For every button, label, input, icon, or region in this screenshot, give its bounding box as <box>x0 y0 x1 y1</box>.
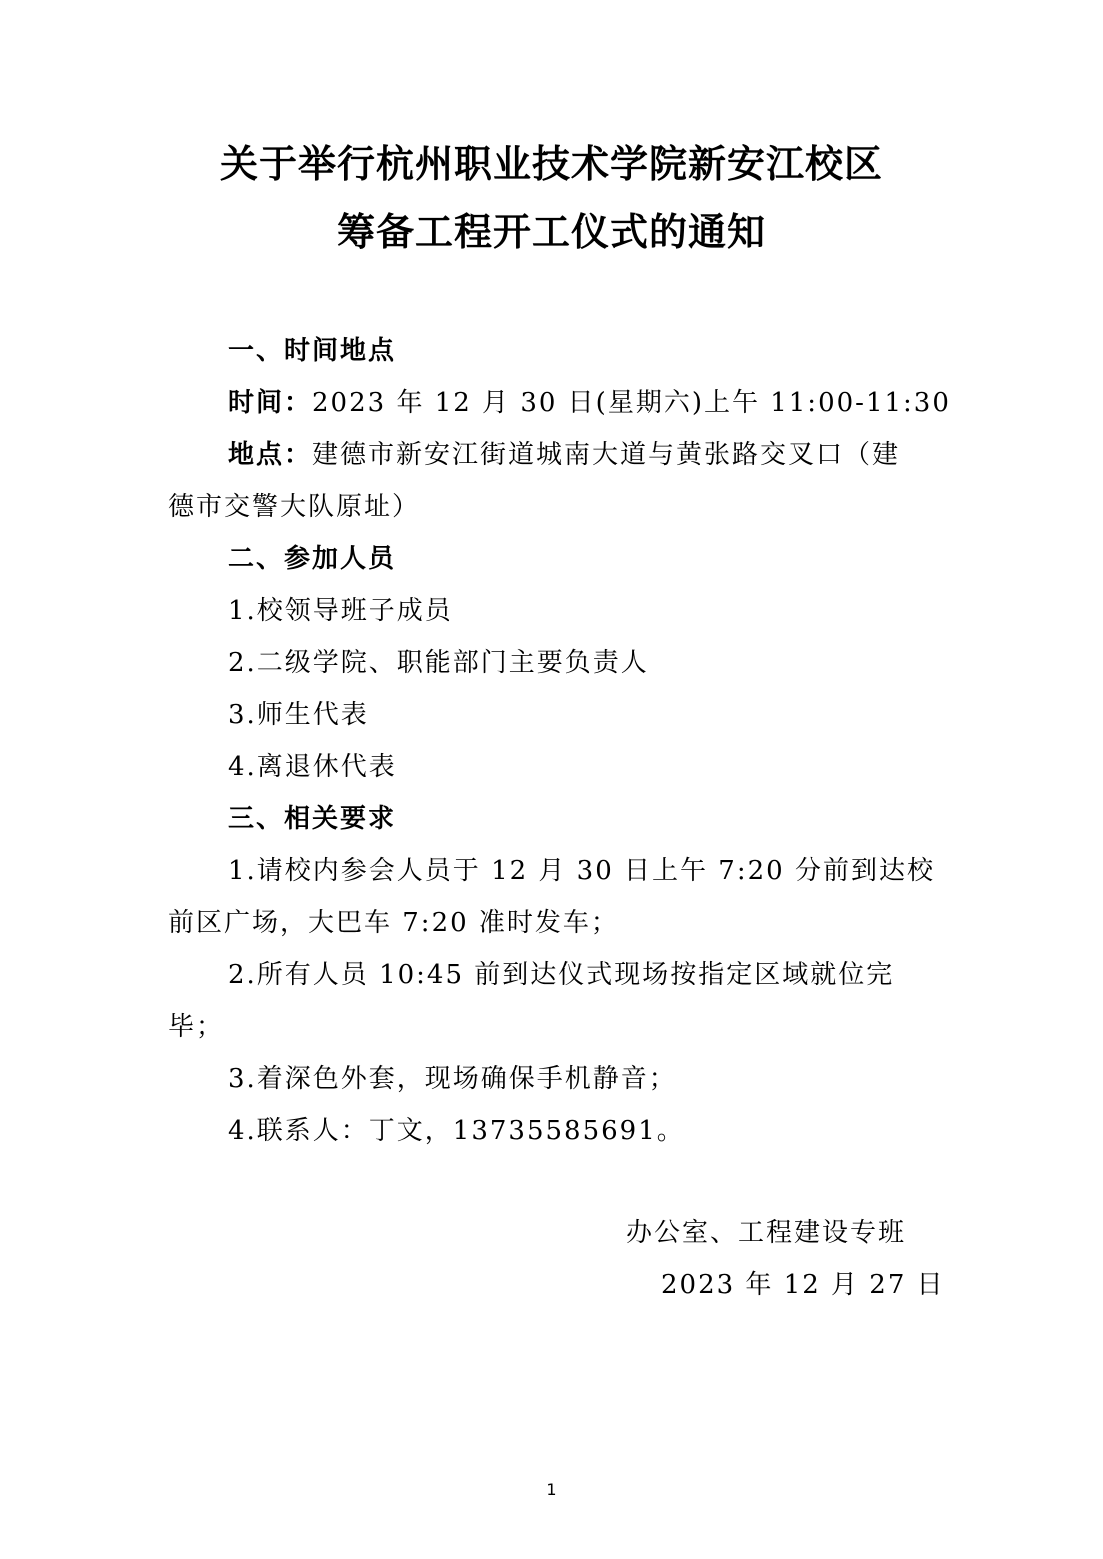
place-label: 地点： <box>228 440 313 470</box>
requirement-1-line-1: 1.请校内参会人员于 12 月 30 日上午 7:20 分前到达校 <box>228 856 935 886</box>
page-number: 1 <box>546 1480 557 1499</box>
requirement-1-line-2: 前区广场，大巴车 7:20 准时发车； <box>168 908 619 938</box>
place-value-line-2: 德市交警大队原址） <box>168 492 421 522</box>
section-heading-attendees: 二、参加人员 <box>228 544 397 574</box>
section-heading-requirements: 三、相关要求 <box>228 804 397 834</box>
attendee-item-2: 2.二级学院、职能部门主要负责人 <box>228 648 649 678</box>
attendee-item-3: 3.师生代表 <box>228 700 369 730</box>
document-title-line-2: 筹备工程开工仪式的通知 <box>336 210 766 254</box>
issue-date: 2023 年 12 月 27 日 <box>661 1270 945 1300</box>
requirement-4-contact: 4.联系人：丁文，13735585691。 <box>228 1116 685 1146</box>
time-row <box>228 386 951 420</box>
document-title-line-1: 关于举行杭州职业技术学院新安江校区 <box>219 142 883 186</box>
attendee-item-4: 4.离退休代表 <box>228 752 397 782</box>
requirement-3: 3.着深色外套，现场确保手机静音； <box>228 1064 677 1094</box>
requirement-2-line-1: 2.所有人员 10:45 前到达仪式现场按指定区域就位完 <box>228 960 895 990</box>
place-row <box>228 438 900 472</box>
attendee-item-1: 1.校领导班子成员 <box>228 596 453 626</box>
time-value: 2023 年 12 月 30 日(星期六)上午 11:00-11:30 <box>312 388 951 418</box>
section-heading-time-place: 一、时间地点 <box>228 336 397 366</box>
time-label: 时间： <box>228 388 313 418</box>
issuer-signature: 办公室、工程建设专班 <box>626 1218 907 1248</box>
requirement-2-line-2: 毕； <box>168 1012 225 1042</box>
place-value-line-1: 建德市新安江街道城南大道与黄张路交叉口（建 <box>312 440 901 470</box>
